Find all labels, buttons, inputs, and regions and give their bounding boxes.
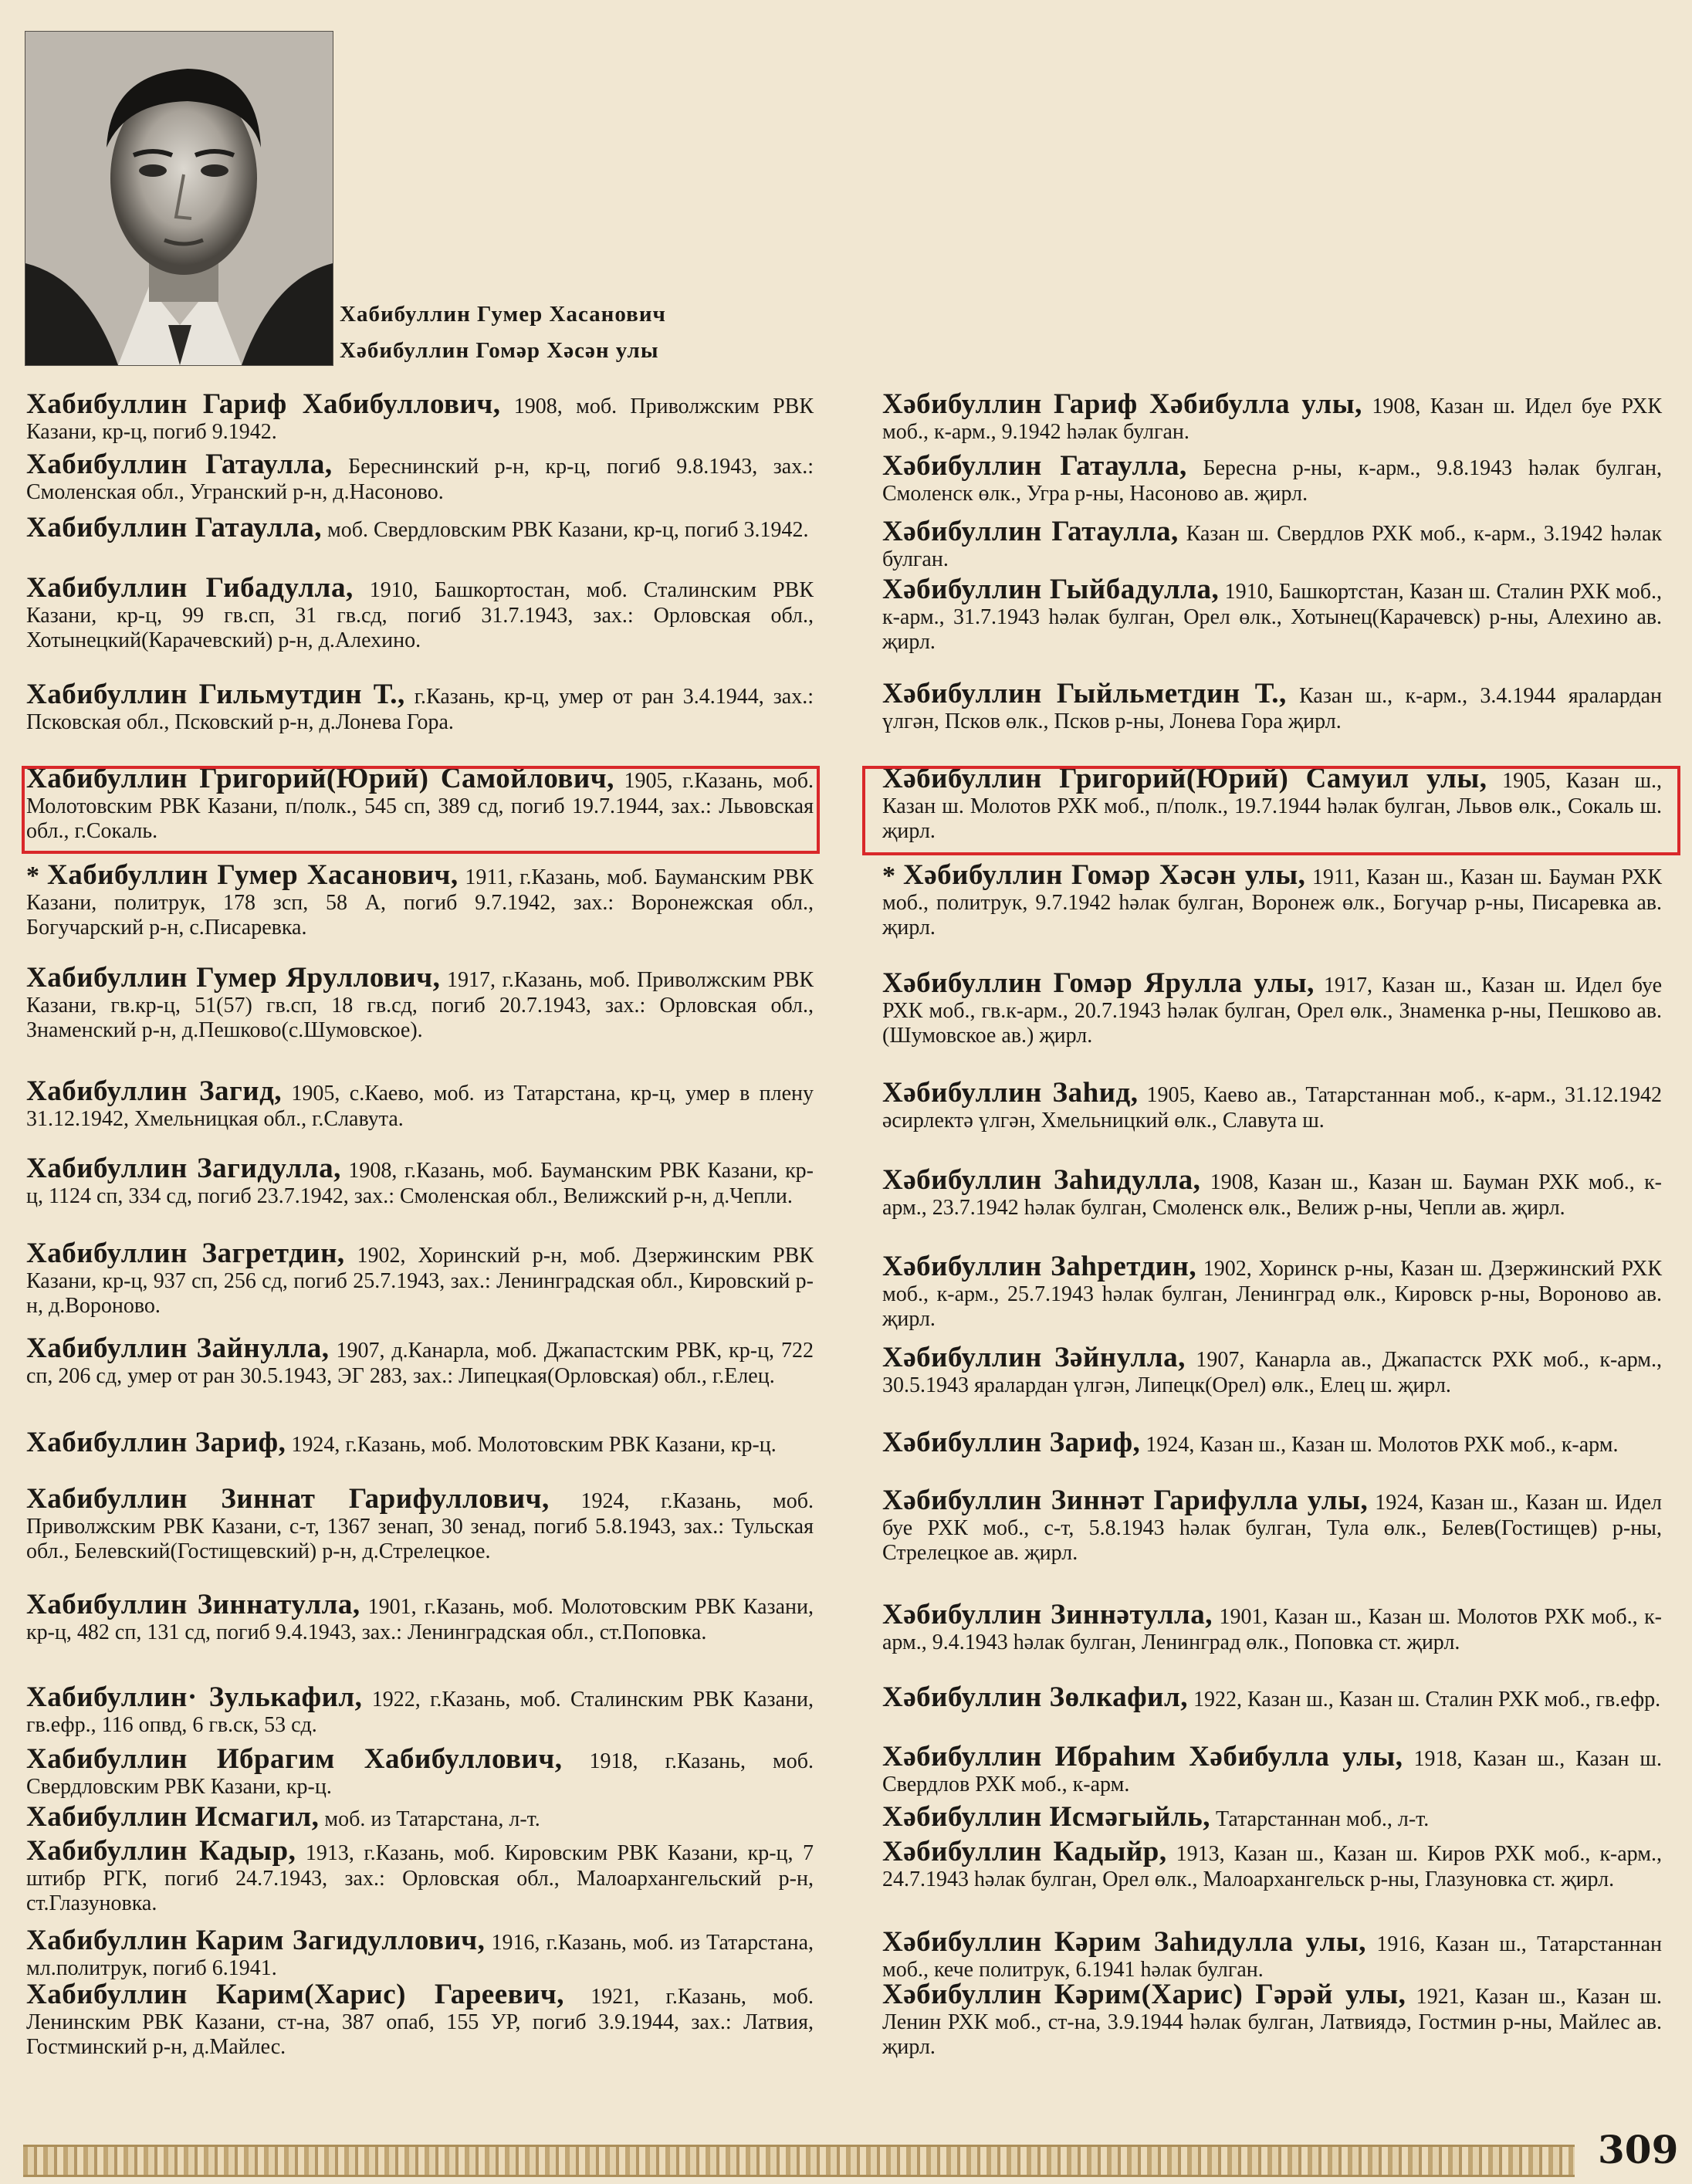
caption-russian: Хабибуллин Гумер Хасанович <box>340 302 666 327</box>
person-details: 1924, Казан ш., Казан ш. Идел буе РХК моб., с-т, 5.8.1943 һәлак булган, Тула өлк., Белев(Гостищев) р-ны, Стрелецкое ав. җирл. <box>882 1491 1662 1565</box>
person-details: Татарстаннан моб., л-т. <box>1215 1807 1430 1831</box>
person-name: Хабибуллин· Зулькафил, <box>26 1681 363 1713</box>
person-details: г.Казань, кр-ц, умер от ран 3.4.1944, зах.: Псковская обл., Псковский р-н, д.Лонева Гора. <box>26 685 814 734</box>
portrait-illustration <box>25 32 333 365</box>
list-item <box>882 1979 1662 2060</box>
person-details: 1901, г.Казань, моб. Молотовским РВК Казани, кр-ц, 482 сп, 131 сд, погиб 9.4.1943, зах.: Ленинградская обл., ст.Поповка. <box>26 1595 814 1644</box>
person-details: 1913, Казан ш., Казан ш. Киров РХК моб., к-арм., 24.7.1943 һәлак булган, Орел өлк., Малоархангельск р-ны, Глазуновка ст. җирл. <box>882 1842 1662 1891</box>
list-item <box>26 1238 814 1319</box>
person-details: моб. Свердловским РВК Казани, кр-ц, погиб 3.1942. <box>327 518 809 542</box>
person-details: 1901, Казан ш., Казан ш. Молотов РХК моб., к-арм., 9.4.1943 һәлак булган, Ленинград өлк., Поповка ст. җирл. <box>882 1605 1662 1654</box>
asterisk-marker: * <box>882 862 895 890</box>
person-details: 1902, Хоринский р-н, моб. Дзержинским РВК Казани, кр-ц, 937 сп, 256 сд, погиб 25.7.1943, зах.: Ленинградская обл., Кировский р-н, д.Вороново. <box>26 1244 814 1318</box>
person-details: 1924, г.Казань, моб. Приволжским РВК Казани, с-т, 1367 зенап, 30 зенад, погиб 5.8.1943, зах.: Тульская обл., Белевский(Гостищевский) р-н, д.Стрелецкое. <box>26 1489 814 1563</box>
person-name: Хабибуллин Зайнулла, <box>26 1332 330 1364</box>
person-name: Хәбибуллин Гатаулла, <box>882 450 1187 482</box>
person-name: Хәбибуллин Зәйнулла, <box>882 1342 1186 1373</box>
person-name: Хәбибуллин Заһидулла, <box>882 1164 1201 1196</box>
list-item <box>882 1485 1662 1566</box>
list-item <box>882 1801 1662 1833</box>
decorative-border-ornament <box>23 2145 1575 2177</box>
person-name: Хәбибуллин Гатаулла, <box>882 516 1179 547</box>
person-name: Хәбибуллин Кадыйр, <box>882 1836 1167 1867</box>
list-item <box>882 574 1663 655</box>
person-details: 1905, Казан ш., Казан ш. Молотов РХК моб., п/полк., 19.7.1944 һәлак булган, Львов өлк., Сокаль ш. җирл. <box>882 769 1663 843</box>
person-name: Хабибуллин Исмагил, <box>26 1801 320 1833</box>
person-details: моб. из Татарстана, л-т. <box>324 1807 540 1831</box>
person-details: 1911, Казан ш., Казан ш. Бауман РХК моб., политрук, 9.7.1942 һәлак булган, Воронеж өлк., Богучар р-ны, Писаревка ав. җирл. <box>882 865 1663 940</box>
list-item <box>26 449 814 505</box>
person-name: Хабибуллин Гумер Яруллович, <box>26 962 441 994</box>
list-item <box>882 450 1662 506</box>
person-name: Хабибуллин Загид, <box>26 1075 283 1107</box>
list-item <box>26 1483 814 1565</box>
person-name: Хабибуллин Гатаулла, <box>26 449 333 480</box>
list-item <box>26 388 814 445</box>
list-item <box>882 1251 1662 1332</box>
list-item <box>26 572 814 654</box>
person-details: 1922, Казан ш., Казан ш. Сталин РХК моб., гв.ефр. <box>1193 1688 1661 1712</box>
page-number: 309 <box>1598 2127 1679 2172</box>
person-name: Хабибуллин Кадыр, <box>26 1835 296 1867</box>
person-name: Хабибуллин Карим Загидуллович, <box>26 1925 486 1956</box>
person-name: Хабибуллин Зиннат Гарифуллович, <box>26 1483 550 1515</box>
person-name: Хабибуллин Григорий(Юрий) Самойлович, <box>26 763 614 794</box>
person-name: Хәбибуллин Кәрим(Харис) Гәрәй улы, <box>882 1979 1406 2010</box>
person-details: 1907, д.Канарла, моб. Джапастским РВК, кр-ц, 722 сп, 206 сд, умер от ран 30.5.1943, ЭГ 283, зах.: Липецкая(Орловская) обл., г.Елец. <box>26 1339 814 1388</box>
person-details: 1905, г.Казань, моб. Молотовским РВК Казани, п/полк., 545 сп, 389 сд, погиб 19.7.1944, зах.: Львовская обл., г.Сокаль. <box>26 769 814 843</box>
person-details: 1902, Хоринск р-ны, Казан ш. Дзержинский РХК моб., к-арм., 25.7.1943 һәлак булган, Ленинград өлк., Кировск р-ны, Вороново ав. җирл. <box>882 1257 1662 1331</box>
person-details: 1908, Казан ш., Казан ш. Бауман РХК моб., к-арм., 23.7.1942 һәлак булган, Смоленск өлк., Велиж р-ны, Чепли ав. җирл. <box>882 1170 1662 1220</box>
person-details: Казан ш., к-арм., 3.4.1944 яралардан үлгән, Псков өлк., Псков р-ны, Лонева Гора җирл. <box>882 684 1662 733</box>
person-name: Хәбибуллин Зиннәтулла, <box>882 1599 1213 1630</box>
person-name: Хәбибуллин Гомәр Ярулла улы, <box>882 967 1315 999</box>
photo-caption <box>340 296 666 369</box>
list-item <box>882 1599 1662 1655</box>
person-details: 1921, г.Казань, моб. Ленинским РВК Казани, ст-на, 387 опаб, 155 УР, погиб 3.9.1944, зах.: Латвия, Гостминский р-н, д.Майлес. <box>26 1985 814 2059</box>
list-item <box>882 1164 1662 1221</box>
person-name: Хабибуллин Гибадулла, <box>26 572 354 604</box>
person-name: Хабибуллин Гильмутдин Т., <box>26 679 405 710</box>
person-details: 1913, г.Казань, моб. Кировским РВК Казани, кр-ц, 7 штибр РГК, погиб 24.7.1943, зах.: Орловская обл., Малоархангельский р-н, ст.Глазуновка. <box>26 1841 814 1915</box>
person-name: Хабибуллин Ибрагим Хабибуллович, <box>26 1743 563 1775</box>
person-details: Казан ш. Свердлов РХК моб., к-арм., 3.1942 һәлак булган. <box>882 522 1663 571</box>
list-item <box>26 1681 814 1738</box>
list-item <box>882 1681 1662 1713</box>
person-name: Хәбибуллин Ибраһим Хәбибулла улы, <box>882 1741 1403 1773</box>
list-item <box>882 516 1663 572</box>
person-name: Хәбибуллин Зөлкафил, <box>882 1681 1189 1713</box>
person-details: 1924, Казан ш., Казан ш. Молотов РХК моб., к-арм. <box>1145 1433 1619 1457</box>
list-item <box>882 678 1662 734</box>
list-item <box>26 859 814 941</box>
highlight-box-left <box>22 766 820 854</box>
list-item <box>26 1589 814 1645</box>
person-details: 1908, моб. Приволжским РВК Казани, кр-ц, погиб 9.1942. <box>26 394 814 444</box>
person-name: Хәбибуллин Кәрим Заһидулла улы, <box>882 1926 1367 1958</box>
person-details: 1917, г.Казань, моб. Приволжским РВК Казани, гв.кр-ц, 51(57) гв.сп, 18 гв.сд, погиб 20.7.1943, зах.: Орловская обл., Знаменский р-н, д.Пешково(с.Шумовское). <box>26 968 814 1042</box>
person-name: Хәбибуллин Исмәгыйль, <box>882 1801 1210 1833</box>
person-details: 1910, Башкортстан, Казан ш. Сталин РХК моб., к-арм., 31.7.1943 һәлак булган, Орел өлк., Хотынец(Карачевск) р-ны, Алехино ав. җирл. <box>882 580 1663 654</box>
person-name: Хәбибуллин Гомәр Хәсән улы, <box>903 859 1306 891</box>
list-item <box>882 859 1663 941</box>
highlight-box-right <box>862 766 1680 855</box>
person-details: 1905, Каево ав., Татарстаннан моб., к-арм., 31.12.1942 әсирлектә үлгән, Хмельницкий өлк., Славута ш. <box>882 1083 1662 1133</box>
list-item <box>26 1427 814 1458</box>
person-name: Хабибуллин Загидулла, <box>26 1153 341 1184</box>
person-name: Хәбибуллин Заһретдин, <box>882 1251 1197 1282</box>
person-details: 1918, г.Казань, моб. Свердловским РВК Казани, кр-ц. <box>26 1749 814 1799</box>
list-item <box>26 1835 814 1917</box>
list-item <box>882 1427 1662 1458</box>
person-details: 1908, Казан ш. Идел буе РХК моб., к-арм., 9.1942 һәлак булган. <box>882 394 1662 444</box>
list-item <box>882 1741 1662 1797</box>
list-item <box>882 1836 1662 1892</box>
person-name: Хәбибуллин Зариф, <box>882 1427 1141 1458</box>
caption-tatar: Хәбибуллин Гомәр Хәсән улы <box>340 338 659 363</box>
person-name: Хабибуллин Загретдин, <box>26 1238 345 1269</box>
list-item <box>882 1342 1663 1398</box>
person-details: 1924, г.Казань, моб. Молотовским РВК Казани, кр-ц. <box>291 1433 777 1457</box>
list-item <box>26 962 814 1044</box>
portrait-photo <box>25 31 333 366</box>
person-details: 1905, с.Каево, моб. из Татарстана, кр-ц, умер в плену 31.12.1942, Хмельницкая обл., г.Славута. <box>26 1082 814 1131</box>
person-name: Хәбибуллин Зиннәт Гарифулла улы, <box>882 1485 1369 1516</box>
list-item <box>26 679 814 735</box>
person-details: 1918, Казан ш., Казан ш. Свердлов РХК моб., к-арм. <box>882 1747 1662 1796</box>
person-name: Хабибуллин Зариф, <box>26 1427 286 1458</box>
person-details: 1921, Казан ш., Казан ш. Ленин РХК моб., ст-на, 3.9.1944 һәлак булган, Латвиядә, Гостмин р-ны, Майлес ав. җирл. <box>882 1985 1662 2059</box>
list-item <box>26 512 814 543</box>
person-details: 1922, г.Казань, моб. Сталинским РВК Казани, гв.ефр., 116 опвд, 6 гв.ск, 53 сд. <box>26 1688 814 1737</box>
person-name: Хәбибуллин Заһид, <box>882 1077 1139 1109</box>
person-name: Хәбибуллин Гариф Хәбибулла улы, <box>882 388 1362 420</box>
person-details: Береснинский р-н, кр-ц, погиб 9.8.1943, зах.: Смоленская обл., Угранский р-н, д.Насоново. <box>26 455 814 504</box>
asterisk-marker: * <box>26 862 39 890</box>
person-details: 1911, г.Казань, моб. Бауманским РВК Казани, политрук, 178 зсп, 58 А, погиб 9.7.1942, зах.: Воронежская обл., Богучарский р-н, с.Писаревка. <box>26 865 814 940</box>
person-name: Хабибуллин Гатаулла, <box>26 512 323 543</box>
list-item <box>26 1979 814 2060</box>
person-name: Хабибуллин Карим(Харис) Гареевич, <box>26 1979 565 2010</box>
list-item <box>26 1332 814 1389</box>
list-item <box>882 1926 1662 1983</box>
list-item <box>882 388 1662 445</box>
person-name: Хабибуллин Гариф Хабибуллович, <box>26 388 501 420</box>
person-details: 1917, Казан ш., Казан ш. Идел буе РХК моб., гв.к-арм., 20.7.1943 һәлак булган, Орел өлк., Знаменка р-ны, Пешково ав.(Шумовское ав.) җирл. <box>882 973 1663 1048</box>
list-item <box>26 1153 814 1209</box>
list-item <box>882 1077 1662 1133</box>
person-name: Хабибуллин Гумер Хасанович, <box>47 859 459 891</box>
list-item <box>26 1925 814 1981</box>
list-item <box>26 1801 814 1833</box>
person-name: Хәбибуллин Гыйбадулла, <box>882 574 1220 605</box>
person-name: Хабибуллин Зиннатулла, <box>26 1589 360 1620</box>
person-details: 1910, Башкортостан, моб. Сталинским РВК Казани, кр-ц, 99 гв.сп, 31 гв.сд, погиб 31.7.1943, зах.: Орловская обл., Хотынецкий(Карачевский) р-н, д.Алехино. <box>26 578 814 652</box>
person-details: 1916, Казан ш., Татарстаннан моб., кече политрук, 6.1941 һәлак булган. <box>882 1932 1662 1982</box>
person-details: 1907, Канарла ав., Джапастск РХК моб., к-арм., 30.5.1943 яралардан үлгән, Липецк(Орел) өлк., Елец ш. җирл. <box>882 1348 1663 1397</box>
list-item <box>882 967 1663 1049</box>
list-item <box>26 1075 814 1132</box>
person-name: Хәбибуллин Григорий(Юрий) Самуил улы, <box>882 763 1487 794</box>
person-details: 1908, г.Казань, моб. Бауманским РВК Казани, кр-ц, 1124 сп, 334 сд, погиб 23.7.1942, зах.: Смоленская обл., Велижский р-н, д.Чепли. <box>26 1159 814 1208</box>
person-name: Хәбибуллин Гыйльметдин Т., <box>882 678 1287 709</box>
person-details: 1916, г.Казань, моб. из Татарстана, мл.политрук, погиб 6.1941. <box>26 1931 814 1980</box>
list-item <box>26 1743 814 1800</box>
person-details: Бересна р-ны, к-арм., 9.8.1943 һәлак булган, Смоленск өлк., Угра р-ны, Насоново ав. җирл. <box>882 456 1662 506</box>
